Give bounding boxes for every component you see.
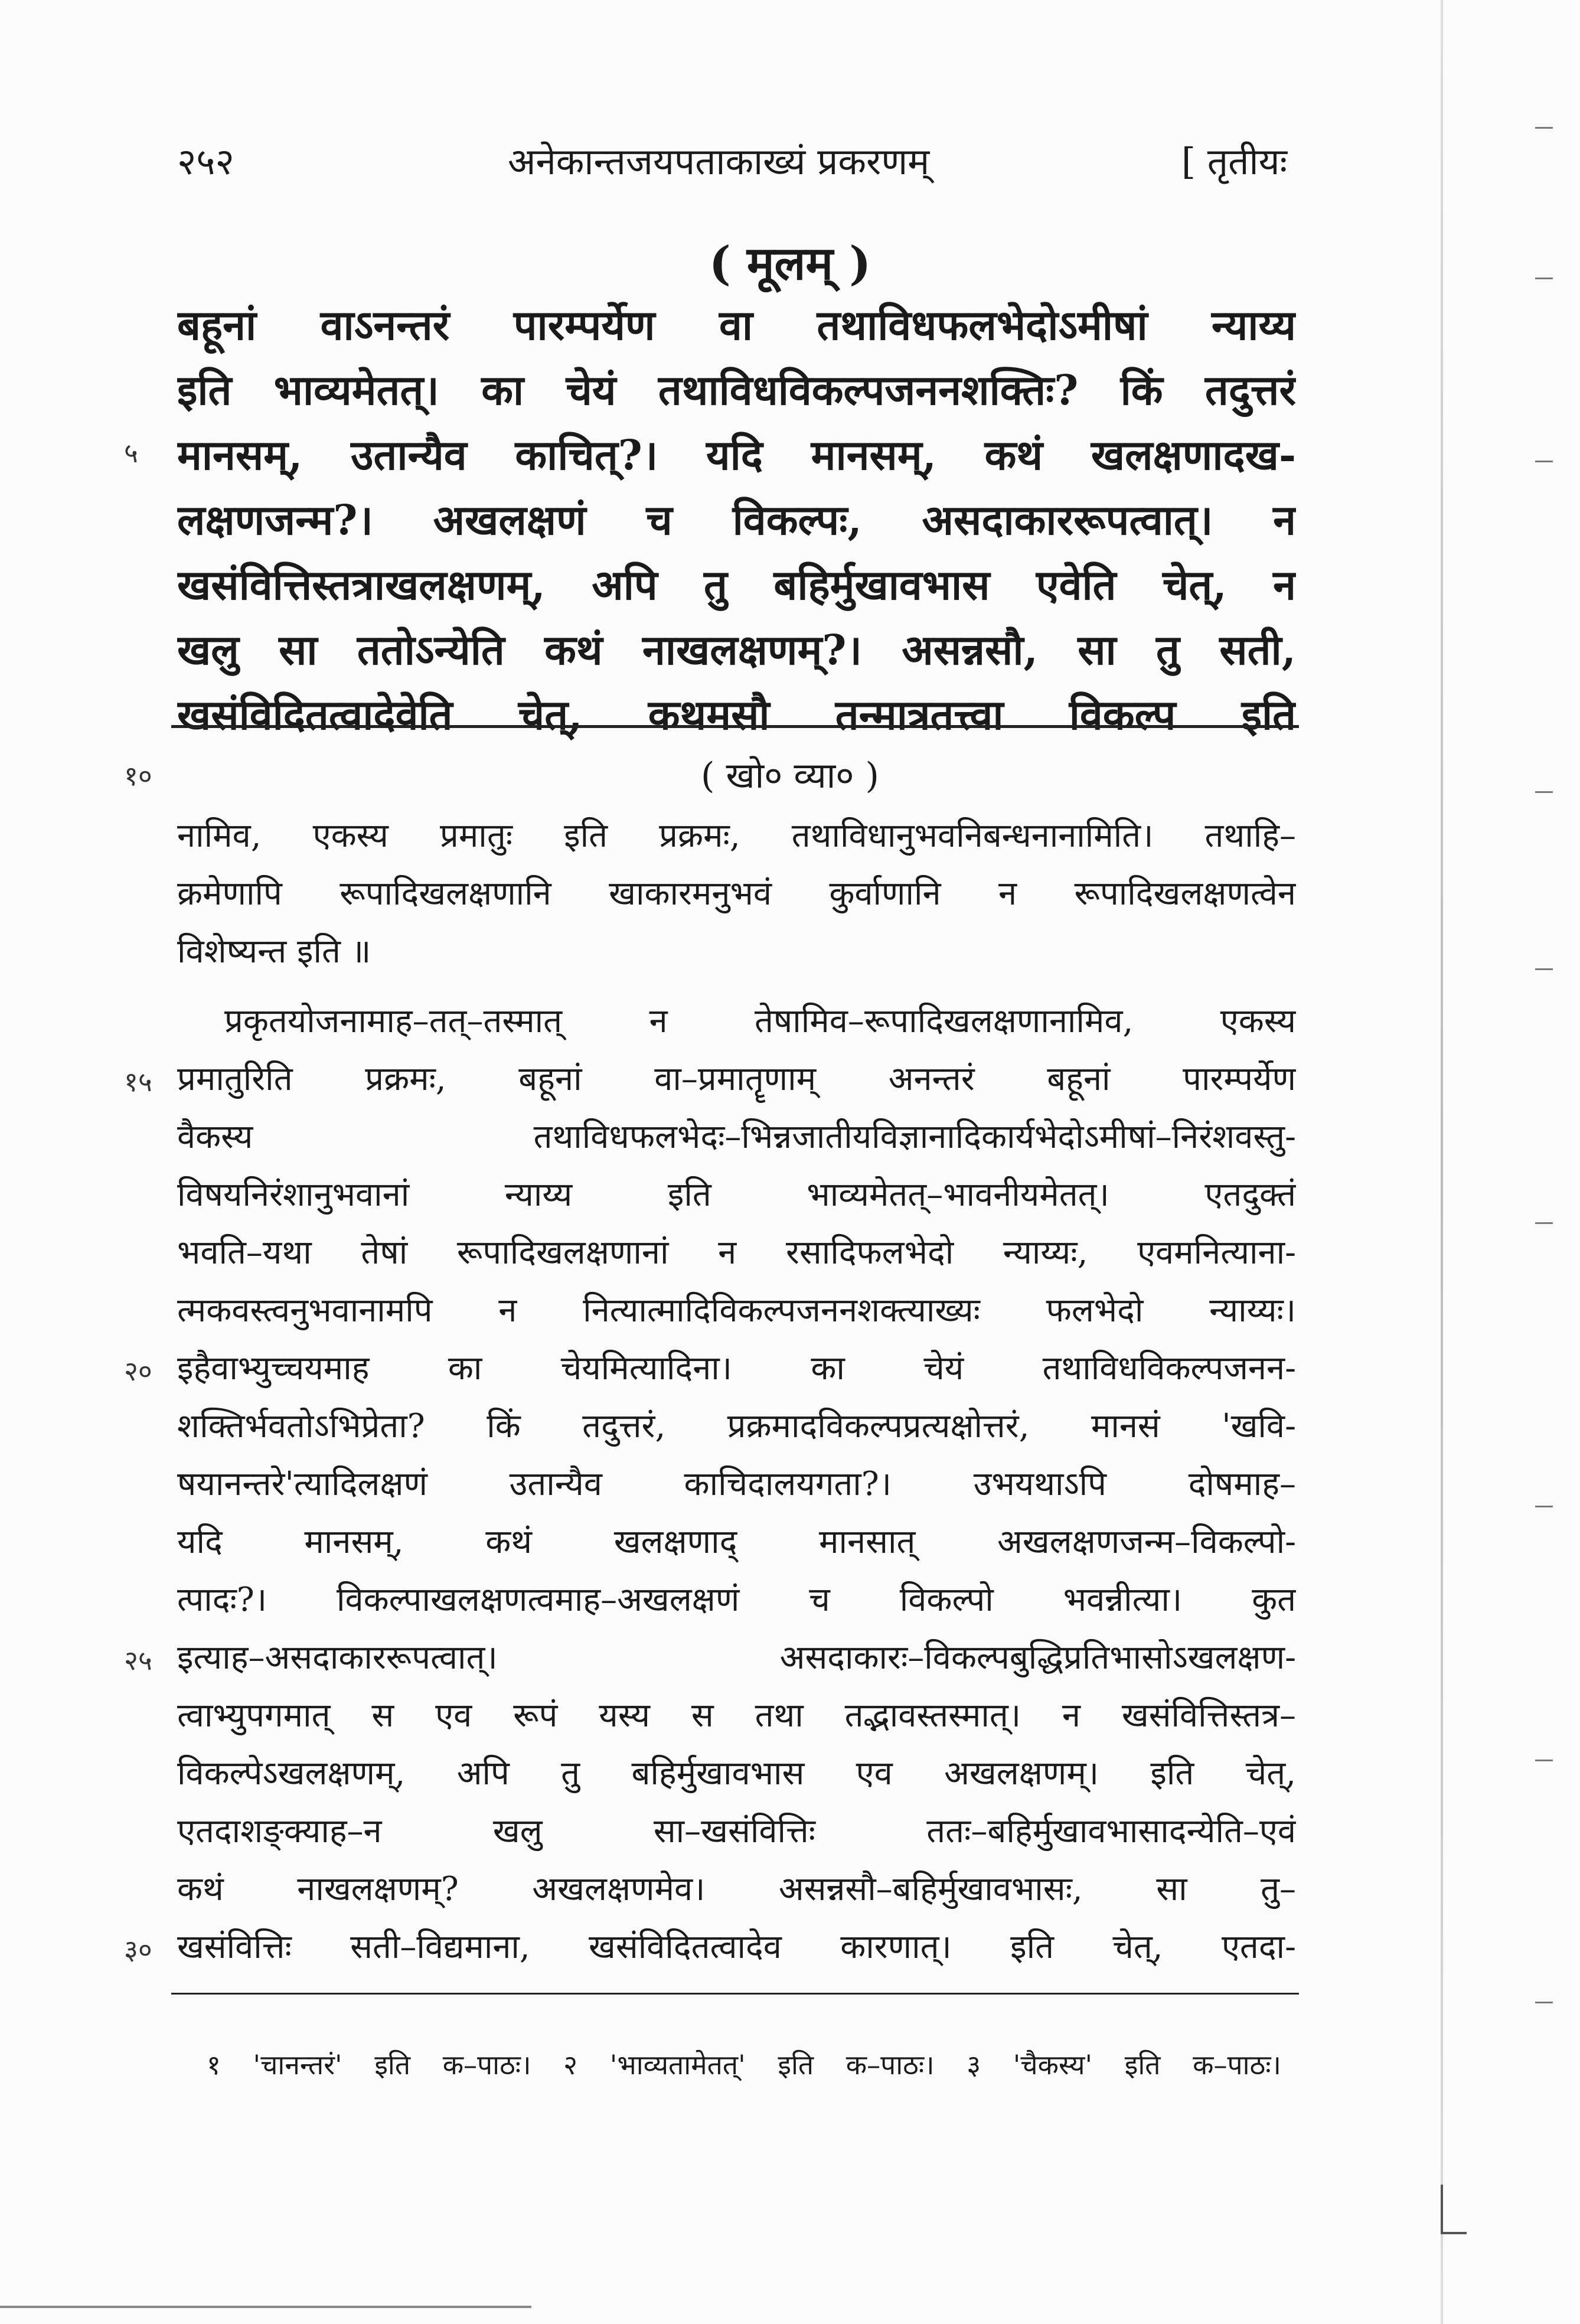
edge-tick bbox=[1535, 791, 1553, 793]
line-number-15: १५ bbox=[124, 1066, 152, 1098]
line-number-10: १० bbox=[124, 760, 152, 792]
running-title: अनेकान्तजयपताकाख्यं प्रकरणम् bbox=[508, 140, 930, 183]
vyakhya-line: क्रमेणापि रूपादिखलक्षणानि खाकारमनुभवं कुर्वाणानि न रूपादिखलक्षणत्वेन bbox=[177, 874, 1296, 913]
line-number-20: २० bbox=[124, 1355, 152, 1387]
vyakhya-line: एतदाशङ्क्याह–न खलु सा–खसंवित्तिः ततः–बहिर्मुखावभासादन्येति–एवं bbox=[177, 1812, 1296, 1850]
vyakhya-line: खसंवित्तिः सती–विद्यमाना, खसंविदितत्वादेव कारणात्। इति चेत्, एतदा- bbox=[177, 1928, 1296, 1966]
bottom-edge-line bbox=[0, 2306, 531, 2308]
vyakhya-line: शक्तिर्भवतोऽभिप्रेता? किं तदुत्तरं, प्रक्रमादविकल्पप्रत्यक्षोत्तरं, मानसं 'खवि- bbox=[177, 1407, 1296, 1445]
mula-line: खलु सा ततोऽन्येति कथं नाखलक्षणम्?। असन्नसौ, सा तु सती, bbox=[177, 625, 1296, 674]
section-divider bbox=[171, 725, 1299, 728]
vyakhya-section-title: ( खो० व्या० ) bbox=[701, 755, 879, 797]
edge-tick bbox=[1535, 461, 1553, 462]
vyakhya-line: षयानन्तरे'त्यादिलक्षणं उतान्यैव काचिदालयगता?। उभयथाऽपि दोषमाह– bbox=[177, 1465, 1296, 1503]
mula-line: खसंवित्तिस्तत्राखलक्षणम्, अपि तु बहिर्मुखावभास एवेति चेत्, न bbox=[177, 560, 1296, 609]
edge-tick bbox=[1535, 278, 1553, 279]
footnotes: १ 'चानन्तरं' इति क–पाठः। २ 'भाव्यतामेतत्' इति क–पाठः। ३ 'चैकस्य' इति क–पाठः। bbox=[207, 2049, 1281, 2081]
mula-line: इति भाव्यमेतत्। का चेयं तथाविधविकल्पजननशक्तिः? किं तदुत्तरं bbox=[177, 365, 1296, 414]
line-number-5: ५ bbox=[124, 437, 138, 469]
mula-line: लक्षणजन्म?। अखलक्षणं च विकल्पः, असदाकाररूपत्वात्। न bbox=[177, 495, 1296, 544]
line-number-25: २५ bbox=[124, 1644, 152, 1676]
mula-line: खसंविदितत्वादेवेति चेत्, कथमसौ तन्मात्रतत्त्वा विकल्प इति bbox=[177, 690, 1296, 739]
vyakhya-line: यदि मानसम्, कथं खलक्षणाद् मानसात् अखलक्षणजन्म–विकल्पो- bbox=[177, 1523, 1296, 1561]
vyakhya-line: नामिव, एकस्य प्रमातुः इति प्रक्रमः, तथाविधानुभवनिबन्धनानामिति। तथाहि– bbox=[177, 817, 1296, 855]
vyakhya-line: त्मकवस्त्वनुभवानामपि न नित्यात्मादिविकल्पजननशक्त्याख्यः फलभेदो न्याय्यः। bbox=[177, 1291, 1296, 1330]
crop-mark bbox=[1441, 2185, 1467, 2234]
vyakhya-line: इहैवाभ्युच्चयमाह का चेयमित्यादिना। का चेयं तथाविधविकल्पजनन- bbox=[177, 1349, 1296, 1388]
running-header bbox=[177, 136, 1287, 201]
edge-tick bbox=[1535, 127, 1553, 129]
vyakhya-line: त्वाभ्युपगमात् स एव रूपं यस्य स तथा तद्भावस्तस्मात्। न खसंवित्तिस्तत्र– bbox=[177, 1696, 1296, 1735]
edge-tick bbox=[1535, 1760, 1553, 1761]
edge-tick bbox=[1535, 1506, 1553, 1507]
mula-section-title: ( मूलम् ) bbox=[709, 237, 871, 290]
page-edge-shadow bbox=[1441, 0, 1443, 2324]
chapter-label: [ तृतीयः bbox=[1181, 140, 1287, 183]
mula-line: बहूनां वाऽनन्तरं पारम्पर्येण वा तथाविधफलभेदोऽमीषां न्याय्य bbox=[177, 301, 1296, 350]
edge-tick bbox=[1535, 2002, 1553, 2003]
vyakhya-line: विशेष्यन्त इति ॥ bbox=[177, 932, 371, 971]
vyakhya-line: भवति–यथा तेषां रूपादिखलक्षणानां न रसादिफलभेदो न्याय्यः, एवमनित्याना- bbox=[177, 1233, 1296, 1272]
vyakhya-line: प्रमातुरिति प्रक्रमः, बहूनां वा–प्रमातॄणाम् अनन्तरं बहूनां पारम्पर्येण bbox=[177, 1060, 1296, 1098]
page-number: २५२ bbox=[177, 140, 234, 183]
vyakhya-line: विषयनिरंशानुभवानां न्याय्य इति भाव्यमेतत्–भावनीयमेतत्। एतदुक्तं bbox=[177, 1176, 1296, 1214]
vyakhya-line: प्रकृतयोजनामाह–तत्–तस्मात् न तेषामिव–रूपादिखलक्षणानामिव, एकस्य bbox=[224, 1002, 1296, 1040]
edge-tick bbox=[1535, 968, 1553, 970]
vyakhya-line: इत्याह–असदाकाररूपत्वात्। असदाकारः–विकल्पबुद्धिप्रतिभासोऽखलक्षण- bbox=[177, 1638, 1296, 1677]
vyakhya-line: त्पादः?। विकल्पाखलक्षणत्वमाह–अखलक्षणं च विकल्पो भवन्नीत्या। कुत bbox=[177, 1581, 1296, 1619]
edge-tick bbox=[1535, 1222, 1553, 1224]
vyakhya-line: विकल्पेऽखलक्षणम्, अपि तु बहिर्मुखावभास एव अखलक्षणम्। इति चेत्, bbox=[177, 1754, 1296, 1793]
footnote-divider bbox=[171, 1993, 1299, 1995]
line-number-30: ३० bbox=[124, 1934, 152, 1966]
vyakhya-line: कथं नाखलक्षणम्? अखलक्षणमेव। असन्नसौ–बहिर्मुखावभासः, सा तु– bbox=[177, 1870, 1296, 1908]
vyakhya-line: वैकस्य तथाविधफलभेदः–भिन्नजातीयविज्ञानादिकार्यभेदोऽमीषां–निरंशवस्तु- bbox=[177, 1118, 1296, 1156]
mula-line: मानसम्, उतान्यैव काचित्?। यदि मानसम्, कथं खलक्षणादख- bbox=[177, 430, 1296, 479]
